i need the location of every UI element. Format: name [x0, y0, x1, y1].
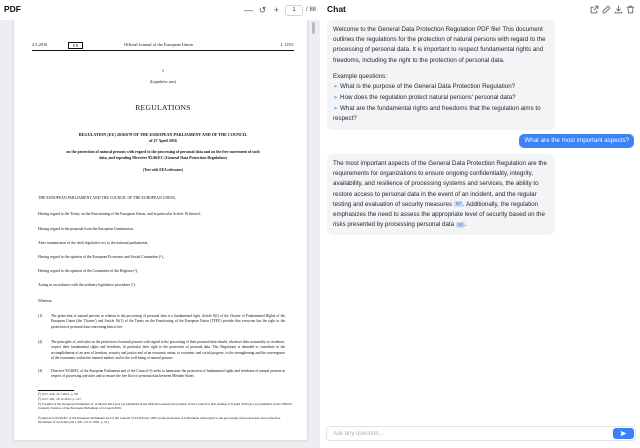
recital-text: Directive 95/46/EC of the European Parliament and of the Council (⁴) seeks to harmonise the protection of fundamental rights and freedoms of natural persons in respect of processing activities and to ensure the free flow of personal data between Member States.	[51, 369, 285, 379]
pdf-toolbar	[243, 2, 316, 18]
send-button[interactable]	[613, 428, 634, 439]
document-date: 4.5.2016	[32, 42, 48, 47]
zoom-in-button[interactable]: +	[273, 5, 280, 15]
pdf-panel-title: PDF	[4, 4, 21, 14]
pdf-scrollbar[interactable]	[310, 20, 316, 448]
answer-message	[327, 154, 555, 235]
having-regard-2: Having regard to the proposal from the European Commission,	[38, 227, 134, 231]
rotate-icon[interactable]: ↺	[258, 4, 267, 15]
recital-text: The protection of natural persons in relation to the processing of personal data is a fundamental right. Article 8(1) of the Charter of Fundamental Rights of the European Union (the 'Charter') and Article 16(1) of the Treaty on the Functioning of the European Union (TFEU) provide that everyone has the right to the protection of personal data concerning him or her.	[51, 314, 285, 329]
roman-numeral: I	[162, 68, 164, 73]
preamble: THE EUROPEAN PARLIAMENT AND THE COUNCIL OF THE EUROPEAN UNION,	[38, 196, 176, 200]
example-question[interactable]	[333, 93, 549, 104]
pdf-header	[0, 0, 320, 20]
document-language: EN	[68, 42, 83, 49]
arrow-right-icon: ➢	[333, 94, 339, 101]
example-question-text: What are the fundamental rights and freedoms that the regulation aims to respect?	[333, 104, 541, 123]
whereas: Whereas:	[38, 299, 53, 303]
page-reference: L 119/1	[280, 42, 294, 47]
send-icon	[620, 430, 627, 437]
footnote-rule	[38, 390, 74, 391]
chat-input-box	[326, 426, 636, 441]
pdf-scrollbar-thumb[interactable]	[312, 22, 315, 34]
user-message: What are the most important aspects?	[519, 134, 634, 148]
citation-badge[interactable]: 52	[457, 221, 463, 227]
chat-toolbar	[589, 3, 635, 15]
example-question[interactable]	[333, 104, 549, 125]
chat-input[interactable]	[327, 427, 607, 440]
regulation-name-line-2: of 27 April 2016	[149, 138, 177, 144]
trash-icon[interactable]	[625, 3, 635, 15]
example-question-text: How does the regulation protect natural persons' personal data?	[340, 93, 516, 101]
citation-badge[interactable]: 52	[455, 201, 461, 207]
answer-text: . Additionally, the regulation emphasizes the need to assess the appropriate level of security based on the risks presented by processing personal data	[333, 200, 545, 229]
arrow-right-icon: ➢	[333, 105, 339, 112]
footnote-4: (⁴) Directive 95/46/EC of the European Parliament and of the Council of 24 October 1995 on the protection of individuals with regard to the processing of personal data and on the free movement of such data (OJ L 281, 23.11.1995, p. 31).	[38, 416, 281, 425]
chat-panel	[320, 0, 640, 448]
document-header	[32, 42, 294, 50]
chat-panel-title: Chat	[327, 4, 346, 14]
recital-number: (2)	[38, 340, 43, 344]
page-total: / 88	[305, 7, 316, 13]
footnote-2: (²) OJ C 391, 18.12.2012, p. 127.	[38, 397, 82, 401]
arrow-right-icon: ➢	[333, 83, 339, 90]
regulation-name-line-1: REGULATION (EU) 2016/679 OF THE EUROPEAN PARLIAMENT AND OF THE COUNCIL	[78, 132, 248, 137]
example-question-text: What is the purpose of the General Data Protection Regulation?	[340, 82, 516, 90]
share-icon[interactable]	[589, 3, 599, 15]
after-transmission: After transmission of the draft legislative act to the national parliaments,	[38, 241, 149, 245]
having-regard-1: Having regard to the Treaty on the Functioning of the European Union, and in particular Article 16 thereof,	[38, 212, 201, 216]
legislative-acts-note: (Legislative acts)	[149, 80, 177, 84]
zoom-out-button[interactable]: —	[243, 5, 253, 15]
journal-name: Official Journal of the European Union	[124, 42, 193, 47]
example-question[interactable]	[333, 82, 549, 93]
download-icon[interactable]	[613, 3, 623, 15]
recital-number: (3)	[38, 369, 43, 373]
page-number-input[interactable]	[285, 5, 303, 16]
answer-text: .	[464, 221, 467, 229]
pdf-viewport[interactable]	[0, 20, 320, 448]
acting-in-accordance: Acting in accordance with the ordinary legislative procedure (³),	[38, 283, 136, 287]
section-heading: REGULATIONS	[135, 103, 191, 112]
header-rule	[32, 50, 294, 51]
welcome-intro: Welcome to the General Data Protection Regulation PDF file! This document outlines the regulations for the protection of natural persons with regard to the processing of personal data. It is important to respect fundamental rights and freedoms, including the right to the protection of personal data.	[333, 26, 546, 64]
pdf-page	[14, 20, 307, 440]
recital-number: (1)	[38, 314, 43, 318]
edit-icon[interactable]	[601, 3, 611, 15]
examples-label: Example questions:	[333, 72, 387, 80]
answer-text: The most important aspects of the General Data Protection Regulation are the requirements for organizations to ensure ongoing confidentiality, integrity, availability, and resilience of processing systems and services, the ability to restore access to personal data in the event of an incident, and the regular testing and evaluation of security measures	[333, 160, 547, 208]
eea-relevance: (Text with EEA relevance)	[142, 168, 184, 172]
regulation-name	[32, 132, 294, 145]
welcome-message	[327, 20, 555, 130]
footnote-1: (¹) OJ C 229, 31.7.2012, p. 90.	[38, 392, 79, 396]
recital-text: The principles of, and rules on the protection of natural persons with regard to the processing of their personal data should, whatever their nationality or residence, respect their fundamental rights and freedoms, in particular their right to the protection of personal data. This Regulation is intended to contribute to the accomplishment of an area of freedom, security and justice and of an economic union, to economic and social progress, to the strengthening and the convergence of the economies within the internal market, and to the well-being of natural persons.	[51, 340, 285, 361]
having-regard-3: Having regard to the opinion of the European Economic and Social Committee (¹),	[38, 255, 164, 259]
footnote-3: (³) Position of the European Parliament of 12 March 2014 (not yet published in the Official Journal) and position of the Council at first reading of 8 April 2016 (not yet published in the Official Journal). Position of the European Parliament of 14 April 2016.	[38, 402, 292, 411]
regulation-subtitle: on the protection of natural persons with regard to the processing of personal data and on the free movement of such data, and repealing Directive 95/46/EC (General Data Protection Regulation)	[66, 150, 260, 160]
having-regard-4: Having regard to the opinion of the Committee of the Regions (²),	[38, 269, 139, 273]
